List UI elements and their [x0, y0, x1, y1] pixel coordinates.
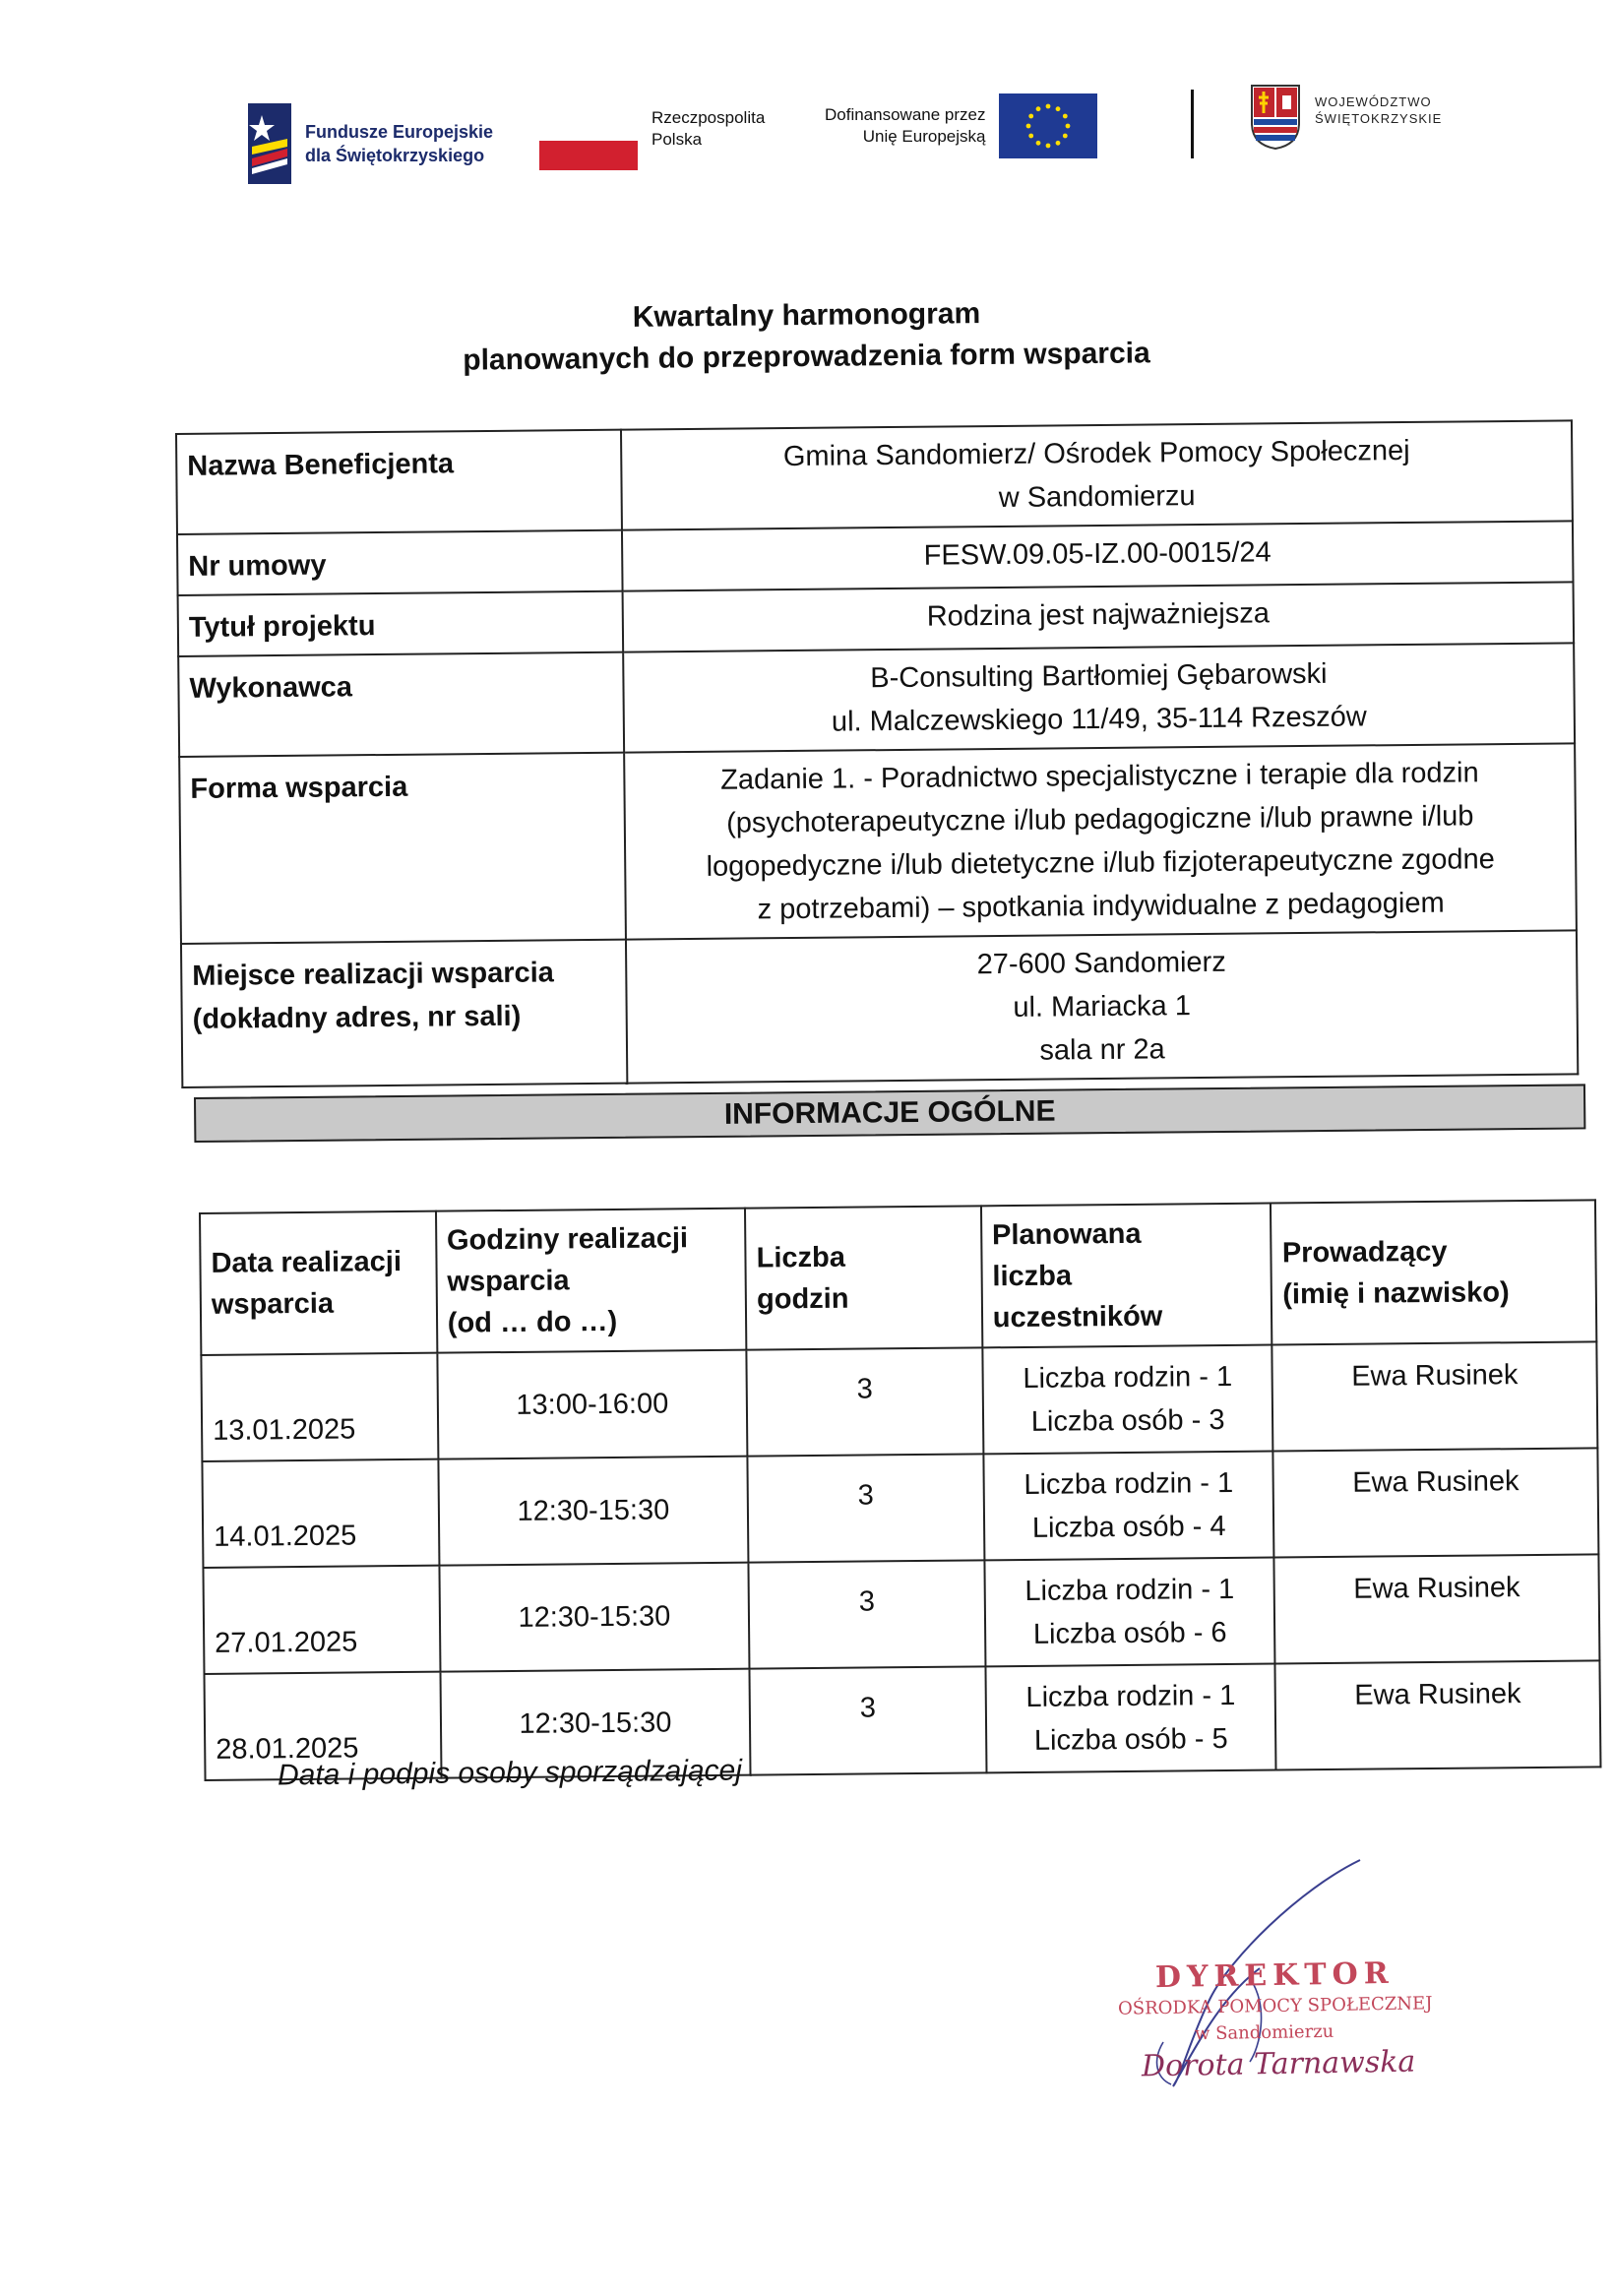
beneficjent-line1: Gmina Sandomierz/ Ośrodek Pomocy Społecznej — [782, 434, 1410, 473]
cell-participants — [984, 1558, 1275, 1667]
cell-date: 14.01.2025 — [202, 1459, 439, 1568]
cell-lead: Ewa Rusinek — [1272, 1341, 1598, 1451]
eu-line2: Unię Europejską — [862, 127, 986, 146]
director-stamp — [1102, 1850, 1437, 2106]
info-row-forma — [179, 743, 1577, 944]
forma-line3: logopedyczne i/lub dietetyczne i/lub fizjoterapeutyczne zgodne — [706, 843, 1495, 883]
cell-persons: Liczba osób - 5 — [1033, 1722, 1228, 1757]
polish-flag-icon — [539, 111, 638, 170]
info-value — [623, 643, 1575, 752]
info-label: Tytuł projektu — [178, 591, 624, 656]
cell-families: Liczba rodzin - 1 — [1023, 1360, 1233, 1395]
eu-star-icon — [1046, 104, 1051, 109]
beneficjent-line2: w Sandomierzu — [998, 480, 1196, 514]
info-label — [181, 940, 627, 1087]
header-lead-l1: Prowadzący — [1281, 1235, 1448, 1270]
info-row-miejsce — [181, 930, 1578, 1087]
header-hours-l1: Godziny realizacji — [446, 1222, 689, 1257]
header-part-l2: liczba — [992, 1260, 1073, 1293]
coat-of-arms-icon — [1250, 84, 1301, 151]
eu-star-icon — [1046, 144, 1051, 149]
info-value — [621, 420, 1573, 529]
title-line2: planowanych do przeprowadzenia form wsparcia — [463, 337, 1150, 377]
wojewodztwo-logo — [1250, 84, 1442, 151]
cell-count: 3 — [747, 1347, 984, 1456]
info-value — [626, 930, 1578, 1083]
header-date-l2: wsparcia — [211, 1287, 335, 1321]
cell-persons: Liczba osób - 6 — [1032, 1616, 1227, 1650]
cell-participants — [985, 1664, 1276, 1773]
cell-hours: 12:30-15:30 — [439, 1563, 749, 1672]
title-line1: Kwartalny harmonogram — [632, 297, 981, 334]
forma-line4: z potrzebami) – spotkania indywidualne z pedagogiem — [757, 887, 1445, 926]
cell-participants — [983, 1452, 1274, 1561]
eu-star-icon — [1066, 124, 1071, 129]
eu-star-icon — [1056, 141, 1061, 146]
cell-lead: Ewa Rusinek — [1274, 1554, 1600, 1663]
eu-line1: Dofinansowane przez — [825, 105, 986, 124]
header-participants — [981, 1204, 1272, 1348]
document-title — [0, 295, 1613, 378]
header-count — [745, 1206, 982, 1349]
info-value: Rodzina jest najważniejsza — [623, 582, 1575, 652]
cell-persons: Liczba osób - 4 — [1031, 1510, 1226, 1544]
cell-date: 28.01.2025 — [205, 1672, 442, 1780]
stamp-line4: Dorota Tarnawska — [1141, 2044, 1416, 2084]
header-count-l2: godzin — [756, 1282, 849, 1316]
cell-hours: 12:30-15:30 — [438, 1457, 748, 1566]
table-row — [203, 1554, 1599, 1674]
cell-hours: 13:00-16:00 — [437, 1350, 747, 1459]
header-part-l1: Planowana — [991, 1217, 1142, 1252]
eu-star-icon — [1029, 114, 1034, 119]
header-hours — [436, 1209, 747, 1353]
cell-date: 13.01.2025 — [201, 1353, 438, 1461]
cell-families: Liczba rodzin - 1 — [1024, 1466, 1234, 1501]
miejsce-label2: (dokładny adres, nr sali) — [192, 1000, 522, 1035]
miejsce-line2: ul. Mariacka 1 — [1013, 990, 1192, 1024]
eu-flag-icon — [999, 93, 1097, 158]
info-row-beneficjent — [176, 420, 1573, 534]
table-row — [201, 1341, 1597, 1461]
wykonawca-line2: ul. Malczewskiego 11/49, 35-114 Rzeszów — [831, 701, 1367, 738]
forma-line2: (psychoterapeutyczne i/lub pedagogiczne i/lub prawne i/lub — [726, 800, 1474, 839]
header-count-l1: Liczba — [756, 1241, 846, 1274]
header-part-l3: uczestników — [992, 1300, 1163, 1334]
cell-lead: Ewa Rusinek — [1273, 1448, 1599, 1557]
sw-line2: ŚWIĘTOKRZYSKIE — [1315, 111, 1443, 126]
table-row — [202, 1448, 1598, 1568]
header-date-l1: Data realizacji — [211, 1246, 403, 1279]
eu-star-icon — [1029, 134, 1034, 139]
stamp-line3: w Sandomierzu — [1194, 2020, 1334, 2045]
logo-divider — [1191, 90, 1194, 158]
miejsce-line1: 27-600 Sandomierz — [976, 946, 1226, 981]
rp-line2: Polska — [651, 130, 703, 149]
header-date — [200, 1211, 437, 1355]
eu-star-icon — [1063, 114, 1068, 119]
stamp-line1: DYREKTOR — [1154, 1955, 1395, 1996]
info-label: Wykonawca — [178, 652, 624, 757]
eu-star-icon — [1056, 106, 1061, 111]
cell-count: 3 — [750, 1666, 987, 1774]
miejsce-label1: Miejsce realizacji wsparcia — [192, 957, 554, 992]
fe-star-icon — [248, 103, 291, 184]
info-value — [624, 743, 1577, 939]
cell-families: Liczba rodzin - 1 — [1024, 1573, 1235, 1607]
rzeczpospolita-logo — [539, 108, 766, 170]
header-hours-l2: wsparcia — [447, 1265, 570, 1298]
eu-logo — [825, 93, 1097, 158]
schedule-header-row — [200, 1200, 1596, 1355]
signature-label: Data i podpis osoby sporządzającej — [277, 1754, 743, 1792]
fe-line1: Fundusze Europejskie — [305, 122, 494, 142]
cell-date: 27.01.2025 — [203, 1566, 440, 1674]
forma-line1: Zadanie 1. - Poradnictwo specjalistyczne i terapie dla rodzin — [719, 757, 1479, 796]
wykonawca-line1: B-Consulting Bartłomiej Gębarowski — [870, 657, 1328, 695]
info-label: Nr umowy — [177, 530, 623, 595]
eu-star-icon — [1036, 106, 1041, 111]
info-value: FESW.09.05-IZ.00-0015/24 — [622, 521, 1574, 590]
stamp-line2: OŚRODKA POMOCY SPOŁECZNEJ — [1117, 1993, 1433, 2019]
eu-star-icon — [1036, 141, 1041, 146]
header-lead-l2: (imię i nazwisko) — [1282, 1276, 1510, 1311]
cell-count: 3 — [748, 1454, 985, 1562]
fundusze-europejskie-logo — [248, 103, 493, 184]
cell-count: 3 — [749, 1560, 986, 1668]
info-label: Nazwa Beneficjenta — [176, 430, 622, 534]
sw-line1: WOJEWÓDZTWO — [1315, 94, 1432, 109]
info-row-wykonawca — [178, 643, 1575, 757]
header-lead — [1271, 1200, 1596, 1344]
schedule-table — [199, 1199, 1601, 1781]
rp-line1: Rzeczpospolita — [651, 108, 766, 127]
eu-star-icon — [1026, 124, 1031, 129]
logo-bar — [236, 84, 1476, 202]
cell-families: Liczba rodzin - 1 — [1025, 1679, 1236, 1713]
project-info-table — [175, 419, 1579, 1088]
cell-hours: 12:30-15:30 — [440, 1669, 750, 1778]
miejsce-line3: sala nr 2a — [1039, 1033, 1165, 1067]
fe-line2: dla Świętokrzyskiego — [305, 146, 485, 165]
cell-participants — [982, 1345, 1273, 1455]
info-label: Forma wsparcia — [179, 753, 626, 944]
header-hours-l3: (od … do …) — [447, 1305, 618, 1339]
cell-persons: Liczba osób - 3 — [1030, 1404, 1225, 1438]
section-title: INFORMACJE OGÓLNE — [194, 1084, 1585, 1143]
eu-star-icon — [1063, 134, 1068, 139]
cell-lead: Ewa Rusinek — [1275, 1660, 1601, 1769]
